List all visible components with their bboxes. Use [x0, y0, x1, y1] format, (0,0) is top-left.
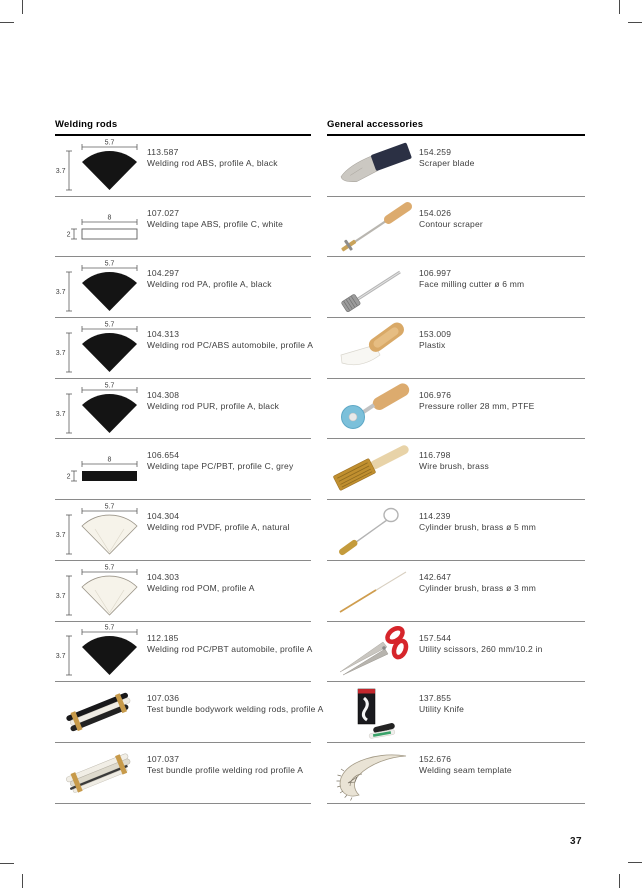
profile-tape-image: [55, 197, 147, 257]
product-description: Utility scissors, 260 mm/10.2 in: [419, 643, 543, 654]
product-row: [55, 622, 311, 683]
crop-mark-bottom-left-h: [0, 863, 14, 864]
wire-brush-image: [327, 439, 419, 499]
svg-text:3.7: 3.7: [56, 167, 66, 175]
product-code: 154.259: [419, 147, 452, 157]
profile-fan-image: [55, 136, 147, 196]
product-row: [55, 136, 311, 197]
product-row: [327, 743, 585, 804]
product-code: 106.997: [419, 268, 452, 279]
product-code: 106.654: [147, 450, 180, 461]
profile-tape-image: [55, 439, 147, 499]
product-code: 114.239: [419, 511, 451, 522]
product-code: 104.303: [147, 571, 180, 582]
product-text: [419, 257, 524, 289]
svg-text:8: 8: [107, 214, 112, 222]
svg-text:5.7: 5.7: [104, 260, 115, 268]
svg-text:8: 8: [107, 456, 112, 464]
crop-mark-top-right-v: [619, 0, 620, 14]
bundle-light-image: [55, 743, 147, 803]
product-text: [419, 622, 543, 654]
product-text: [147, 682, 324, 714]
crop-mark-top-left-h: [0, 22, 14, 23]
product-code: 154.026: [419, 207, 452, 218]
product-code: 106.976: [419, 389, 452, 400]
svg-text:5.7: 5.7: [104, 382, 115, 390]
product-description: Face milling cutter ø 6 mm: [419, 279, 525, 290]
product-rows: [327, 136, 585, 804]
column-title: Welding rods: [55, 119, 118, 130]
scraper-blade-image: [327, 136, 419, 196]
product-row: [327, 439, 585, 500]
product-row: [55, 379, 311, 440]
product-text: [147, 257, 272, 289]
plastix-image: [327, 318, 419, 378]
svg-text:3.7: 3.7: [56, 289, 66, 297]
product-description: Welding tape PC/PBT, profile C, grey: [147, 461, 294, 472]
product-description: Test bundle bodywork welding rods, profile A: [147, 704, 324, 715]
product-text: [147, 197, 283, 229]
profile-fan-image: [55, 561, 147, 621]
svg-text:5.7: 5.7: [104, 321, 115, 329]
crop-mark-bottom-right-v: [619, 874, 620, 888]
product-rows: [55, 136, 324, 804]
svg-text:2: 2: [66, 231, 71, 239]
crop-mark-bottom-right-h: [628, 862, 642, 863]
product-code: 116.798: [419, 450, 451, 461]
product-description: Welding rod POM, profile A: [147, 582, 255, 593]
svg-text:3.7: 3.7: [56, 349, 66, 357]
product-code: 137.855: [419, 693, 452, 704]
face-milling-cutter-image: [327, 257, 419, 317]
product-description: Welding rod PVDF, profile A, natural: [147, 522, 290, 533]
product-description: Utility Knife: [419, 704, 465, 715]
product-text: [147, 743, 303, 775]
product-text: [419, 743, 512, 775]
svg-text:3.7: 3.7: [56, 531, 66, 539]
product-code: 104.313: [147, 329, 180, 340]
cylinder-brush-loop-image: [327, 500, 419, 560]
profile-fan-image: [55, 257, 147, 317]
profile-fan-image: [55, 500, 147, 560]
product-text: [419, 318, 451, 350]
column-header: [327, 119, 585, 136]
bundle-dark-image: [55, 682, 147, 742]
product-description: Welding rod PA, profile A, black: [147, 279, 272, 290]
product-text: [147, 622, 313, 654]
column-header: [55, 119, 311, 136]
svg-text:5.7: 5.7: [104, 139, 115, 147]
product-text: [419, 136, 475, 168]
product-code: 104.304: [147, 511, 180, 522]
product-code: 104.308: [147, 389, 180, 400]
product-row: [327, 197, 585, 258]
product-description: Welding rod PC/PBT automobile, profile A: [147, 643, 313, 654]
product-row: [55, 197, 311, 258]
product-code: 157.544: [419, 632, 452, 643]
crop-mark-top-right-h: [628, 22, 642, 23]
product-row: [55, 743, 311, 804]
profile-fan-image: [55, 318, 147, 378]
contour-scraper-image: [327, 197, 419, 257]
product-text: [147, 439, 293, 471]
product-row: [55, 500, 311, 561]
product-row: [55, 257, 311, 318]
product-description: Plastix: [419, 340, 446, 351]
product-text: [419, 379, 534, 411]
product-row: [327, 318, 585, 379]
product-description: Welding rod PC/ABS automobile, profile A: [147, 340, 314, 351]
product-row: [327, 500, 585, 561]
product-description: Welding seam template: [419, 764, 512, 775]
product-code: 107.037: [147, 753, 180, 764]
scissors-image: [327, 622, 419, 682]
product-row: [327, 379, 585, 440]
svg-text:3.7: 3.7: [56, 653, 66, 661]
product-description: Contour scraper: [419, 218, 483, 229]
product-code: 107.036: [147, 693, 180, 704]
product-text: [147, 561, 255, 593]
crop-mark-top-left-v: [22, 0, 23, 14]
product-description: Scraper blade: [419, 158, 475, 168]
product-text: [419, 439, 489, 471]
product-row: [327, 561, 585, 622]
product-code: 112.185: [147, 632, 179, 643]
product-row: [55, 682, 324, 743]
product-text: [147, 136, 278, 168]
product-text: [419, 197, 483, 229]
product-code: 142.647: [419, 571, 452, 582]
svg-text:3.7: 3.7: [56, 592, 66, 600]
product-code: 152.676: [419, 753, 452, 764]
pressure-roller-image: [327, 379, 419, 439]
product-row: [327, 257, 585, 318]
product-code: 153.009: [419, 329, 452, 340]
product-description: Welding rod ABS, profile A, black: [147, 158, 278, 168]
product-code: 113.587: [147, 147, 179, 157]
page-number: 37: [570, 836, 583, 847]
product-description: Test bundle profile welding rod profile A: [147, 764, 304, 775]
crop-mark-bottom-left-v: [22, 874, 23, 888]
svg-text:5.7: 5.7: [104, 624, 115, 632]
cylinder-brush-thin-image: [327, 561, 419, 621]
profile-fan-image: [55, 622, 147, 682]
column-welding-rods: [55, 119, 324, 804]
product-row: [55, 318, 314, 379]
product-description: Cylinder brush, brass ø 3 mm: [419, 582, 537, 593]
product-text: [419, 500, 536, 532]
product-row: [327, 622, 585, 683]
product-code: 104.297: [147, 268, 180, 279]
product-text: [147, 500, 290, 532]
product-text: [147, 379, 279, 411]
product-text: [419, 561, 536, 593]
column-general-accessories: [327, 119, 585, 804]
profile-fan-image: [55, 379, 147, 439]
column-title: General accessories: [327, 119, 424, 130]
product-description: Cylinder brush, brass ø 5 mm: [419, 522, 537, 533]
product-text: [419, 682, 464, 714]
svg-text:5.7: 5.7: [104, 564, 115, 572]
seam-template-image: [327, 743, 419, 803]
product-text: [147, 318, 313, 350]
product-description: Welding tape ABS, profile C, white: [147, 218, 284, 229]
svg-text:3.7: 3.7: [56, 410, 66, 418]
product-row: [327, 136, 585, 197]
product-description: Welding rod PUR, profile A, black: [147, 400, 280, 411]
product-row: [327, 682, 585, 743]
svg-text:2: 2: [66, 473, 71, 481]
product-row: [55, 561, 311, 622]
svg-text:5.7: 5.7: [104, 503, 115, 511]
utility-knife-image: [327, 682, 419, 742]
product-row: [55, 439, 311, 500]
product-description: Wire brush, brass: [419, 461, 490, 472]
product-code: 107.027: [147, 207, 180, 218]
product-description: Pressure roller 28 mm, PTFE: [419, 400, 535, 411]
